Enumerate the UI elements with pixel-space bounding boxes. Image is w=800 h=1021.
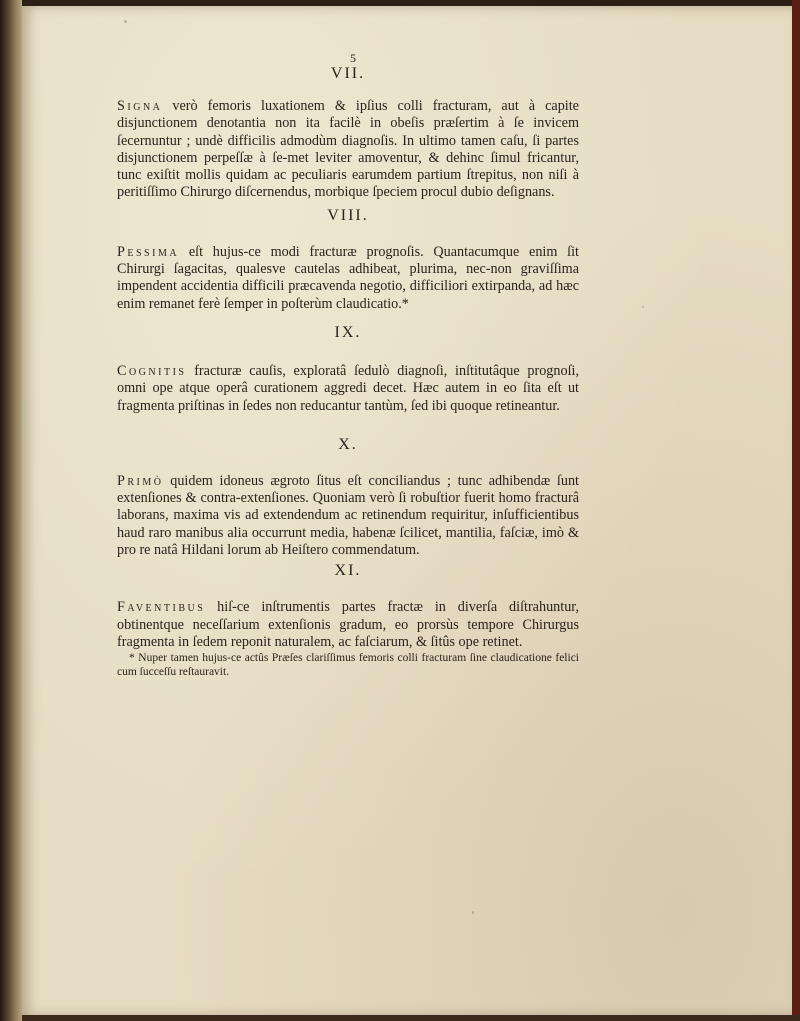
red-page-edge [792,0,800,1021]
paragraph-lead-word: Pessima [117,243,180,260]
book-binding-edge [0,0,22,1021]
paragraph-8 [117,244,579,313]
section-heading-8: VIII. [327,206,369,224]
paragraph-body: fracturæ cauſis, exploratâ ſedulò diagnoſi, inſtitutâque prognoſi, omni ope atque operâ curationem aggredi decet. Hæc autem in eo ſita eſt ut fragmenta priſtinas in ſedes non reducantur tantùm, ſed ibi quoque retineantur. [117,362,579,414]
footnote [117,651,579,679]
section-heading-9: IX. [334,323,362,341]
paper-speck [472,911,474,914]
paragraph-body: verò femoris luxationem & ipſius colli fracturam, aut à capite disjunctionem denotantia non ita facilè in obeſis præſertim à ſe invicem ſecernuntur ; undè difficilis admodùm diagnoſis. In ultimo tamen caſu, ſi partes disjunctionem perpeſſæ à ſe-met leviter amoventur, & dehinc ſimul fricantur, tunc exiſtit mollis quidam ac peculiaris earumdem partium ſtrepitus, non niſi à peritiſſimo Chirurgo diſcernendus, morbique ſpeciem procul dubio deſignans. [117,98,579,201]
paragraph-body: eſt hujus-ce modi fracturæ prognoſis. Quantacumque enim ſit Chirurgi ſagacitas, qualesve cautelas adhibeat, plurima, nec-non graviſſima impendent accidentia difficili præcavenda negotio, difficiliori extirpanda, ad hæc enim remanet ferè ſemper in poſterùm claudicatio.* [117,243,579,312]
bottom-page-edge [22,1015,800,1021]
paragraph-body: quidem idoneus ægroto ſitus eſt conciliandus ; tunc adhibendæ ſunt extenſiones & contra-extenſiones. Quoniam verò ſi robuſtior fuerit homo fracturâ laborans, maxima vis ad extendendum ac retinendum requiritur, inſufficientibus haud raro manibus alia occurrunt media, habenæ ſcilicet, mantilia, faſciæ, imò & pro re natâ Hildani lorum ab Heiſtero commendatum. [117,472,579,559]
page-number: 5 [350,51,356,65]
paper-speck [124,20,127,23]
paragraph-10 [117,473,579,559]
page-text-block [117,52,579,679]
section-heading-7: VII. [330,65,366,82]
paragraph-body: hiſ-ce inſtrumentis partes fractæ in diverſa diſtrahuntur, obtinentque neceſſarium extenſionis gradum, eo prorsùs tempore Chirurgus fragmenta in ſedem reponit naturalem, ac faſciarum, & ſitûs ope retinet. [117,599,579,650]
paragraph-7 [117,98,579,202]
paragraph-11 [117,599,579,651]
paragraph-lead-word: Signa [117,98,163,114]
section-heading-10: X. [338,435,358,453]
footnote-text: Nuper tamen hujus-ce actûs Præſes clariſſimus femoris colli fracturam ſine claudicatione felici cum ſucceſſu reſtauravit. [117,652,579,679]
section-heading-11: XI. [334,562,362,580]
paragraph-9 [117,363,579,415]
footnote-mark: * [129,652,135,665]
paragraph-lead-word: Cognitis [117,362,187,379]
paragraph-lead-word: Faventibus [117,599,206,616]
paper-speck [642,306,644,308]
paragraph-lead-word: Primò [117,472,164,489]
